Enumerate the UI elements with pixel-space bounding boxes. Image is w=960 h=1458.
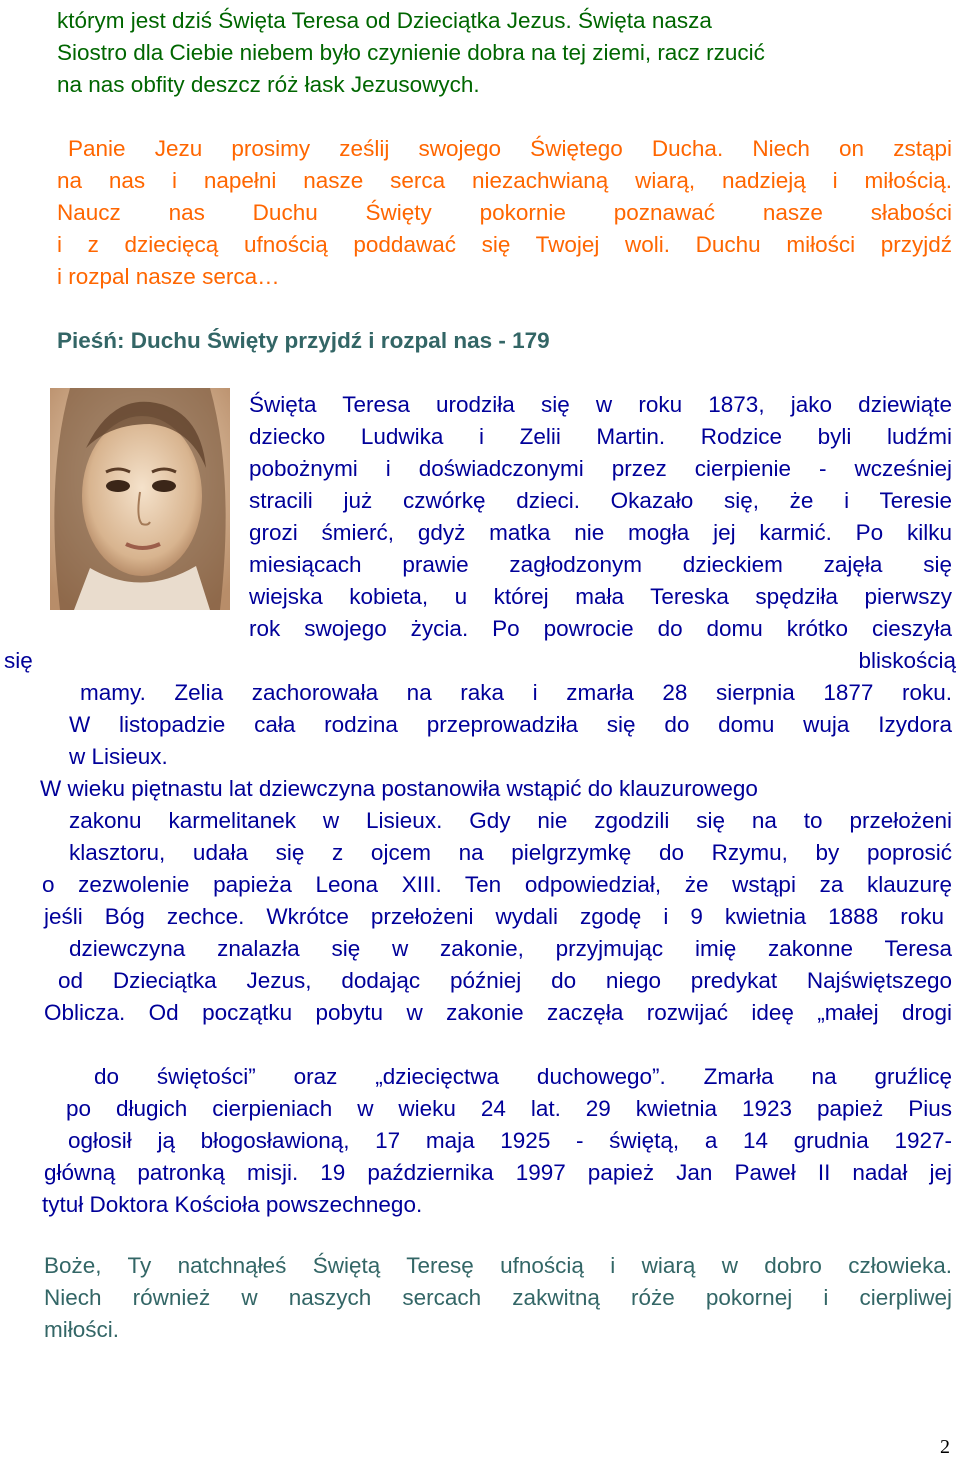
bio-line-7-text: wiejska kobieta, u której mała Tereska spędziła pierwszy	[249, 584, 952, 609]
closing-line-1-text: Boże, Ty natchnąłeś Świętą Teresę ufnością i wiarą w dobro człowieka.	[44, 1253, 952, 1278]
bio-line-14	[69, 805, 952, 837]
bio-line-6	[249, 549, 952, 581]
bio-line-11	[69, 709, 952, 741]
saint-teresa-portrait	[50, 388, 230, 610]
bio-line-24	[44, 1157, 952, 1189]
bio-line-20	[44, 997, 952, 1029]
bio-line-23	[68, 1125, 952, 1157]
bio-line-21	[94, 1061, 952, 1093]
bio-line-3-text: pobożnymi i doświadczonymi przez cierpienie - wcześniej	[249, 456, 952, 481]
bio-line-24-text: główną patronką misji. 19 października 1997 papież Jan Paweł II nadał jej	[44, 1160, 952, 1185]
song-heading-text: Pieśń: Duchu Święty przyjdź i rozpal nas - 179	[57, 328, 550, 353]
bio-line-2	[249, 421, 952, 453]
prayer-line-3-text: Naucz nas Duchu Święty pokornie poznawać nasze słabości	[57, 200, 952, 225]
portrait-image	[50, 388, 230, 610]
song-heading	[57, 325, 550, 357]
intro-line-2	[57, 37, 953, 69]
bio-line-4-text: stracili już czwórkę dzieci. Okazało się, że i Teresie	[249, 488, 952, 513]
prayer-line-1	[68, 133, 952, 165]
bio-line-12	[69, 741, 168, 773]
bio-line-14-text: zakonu karmelitanek w Lisieux. Gdy nie zgodzili się na to przełożeni	[69, 808, 952, 833]
bio-line-13	[40, 773, 758, 805]
prayer-line-2-text: na nas i napełni nasze serca niezachwianą wiarą, nadzieją i miłością.	[57, 168, 952, 193]
bio-line-23-text: ogłosił ją błogosławioną, 17 maja 1925 - świętą, a 14 grudnia 1927-	[68, 1128, 952, 1153]
bio-line-16	[42, 869, 952, 901]
bio-line-13-text: W wieku piętnastu lat dziewczyna postanowiła wstąpić do klauzurowego	[40, 776, 758, 801]
bio-line-15	[69, 837, 952, 869]
bio-line-25	[42, 1189, 422, 1221]
intro-line-1	[57, 5, 953, 37]
bio-line-17	[44, 901, 944, 933]
prayer-line-1-text: Panie Jezu prosimy ześlij swojego Świętego Ducha. Niech on zstąpi	[68, 136, 952, 161]
bio-line-20-text: Oblicza. Od początku pobytu w zakonie zaczęła rozwijać ideę „małej drogi	[44, 1000, 952, 1025]
bio-line-21-text: do świętości” oraz „dziecięctwa duchowego”. Zmarła na gruźlicę	[94, 1064, 952, 1089]
bio-line-5	[249, 517, 952, 549]
bio-line-6-text: miesiącach prawie zagłodzonym dzieckiem zajęła się	[249, 552, 952, 577]
closing-line-1	[44, 1250, 952, 1282]
bio-line-17-text: jeśli Bóg zechce. Wkrótce przełożeni wydali zgodę i 9 kwietnia 1888 roku	[44, 904, 944, 929]
closing-line-3	[44, 1314, 119, 1346]
bio-line-15-text: klasztoru, udała się z ojcem na pielgrzymkę do Rzymu, by poprosić	[69, 840, 952, 865]
bio-line-3	[249, 453, 952, 485]
bio-line-19	[58, 965, 952, 997]
intro-line-3-text: na nas obfity deszcz róż łask Jezusowych.	[57, 72, 480, 97]
bio-line-16-text: o zezwolenie papieża Leona XIII. Ten odpowiedział, że wstąpi za klauzurę	[42, 872, 952, 897]
bio-line-22-text: po długich cierpieniach w wieku 24 lat. 29 kwietnia 1923 papież Pius	[66, 1096, 952, 1121]
prayer-line-4-text: i z dziecięcą ufnością poddawać się Twojej woli. Duchu miłości przyjdź	[57, 232, 952, 257]
bio-line-25-text: tytuł Doktora Kościoła powszechnego.	[42, 1192, 423, 1217]
bio-line-11-text: W listopadzie cała rodzina przeprowadziła się do domu wuja Izydora	[69, 712, 952, 737]
bio-line-22	[66, 1093, 952, 1125]
prayer-line-5	[57, 261, 280, 293]
bio-line-7	[249, 581, 952, 613]
intro-line-2-text: Siostro dla Ciebie niebem było czynienie dobra na tej ziemi, racz rzucić	[57, 40, 765, 65]
bio-line-12-text: w Lisieux.	[69, 744, 168, 769]
bio-line-2-text: dziecko Ludwika i Zelii Martin. Rodzice byli ludźmi	[249, 424, 952, 449]
bio-line-9	[4, 645, 956, 677]
prayer-line-2	[57, 165, 952, 197]
intro-line-1-text: którym jest dziś Święta Teresa od Dzieciątka Jezus. Święta nasza	[57, 8, 712, 33]
prayer-line-5-text: i rozpal nasze serca…	[57, 264, 280, 289]
bio-line-18	[69, 933, 952, 965]
bio-line-18-text: dziewczyna znalazła się w zakonie, przyjmując imię zakonne Teresa	[69, 936, 952, 961]
page-number: 2	[940, 1436, 950, 1458]
bio-line-8	[249, 613, 952, 645]
closing-line-2	[44, 1282, 952, 1314]
intro-line-3	[57, 69, 480, 101]
bio-line-4	[249, 485, 952, 517]
bio-line-10	[80, 677, 952, 709]
bio-line-5-text: grozi śmierć, gdyż matka nie mogła jej karmić. Po kilku	[249, 520, 952, 545]
closing-line-3-text: miłości.	[44, 1317, 120, 1342]
closing-line-2-text: Niech również w naszych sercach zakwitną róże pokornej i cierpliwej	[44, 1285, 952, 1310]
prayer-line-4	[57, 229, 952, 261]
bio-line-1-text: Święta Teresa urodziła się w roku 1873, jako dziewiąte	[249, 392, 952, 417]
prayer-line-3	[57, 197, 952, 229]
bio-line-19-text: od Dzieciątka Jezus, dodając później do niego predykat Najświętszego	[58, 968, 952, 993]
bio-line-9-text: się bliskością	[4, 648, 956, 673]
bio-line-8-text: rok swojego życia. Po powrocie do domu krótko cieszyła	[249, 616, 952, 641]
bio-line-10-text: mamy. Zelia zachorowała na raka i zmarła 28 sierpnia 1877 roku.	[80, 680, 952, 705]
bio-line-1	[249, 389, 952, 421]
